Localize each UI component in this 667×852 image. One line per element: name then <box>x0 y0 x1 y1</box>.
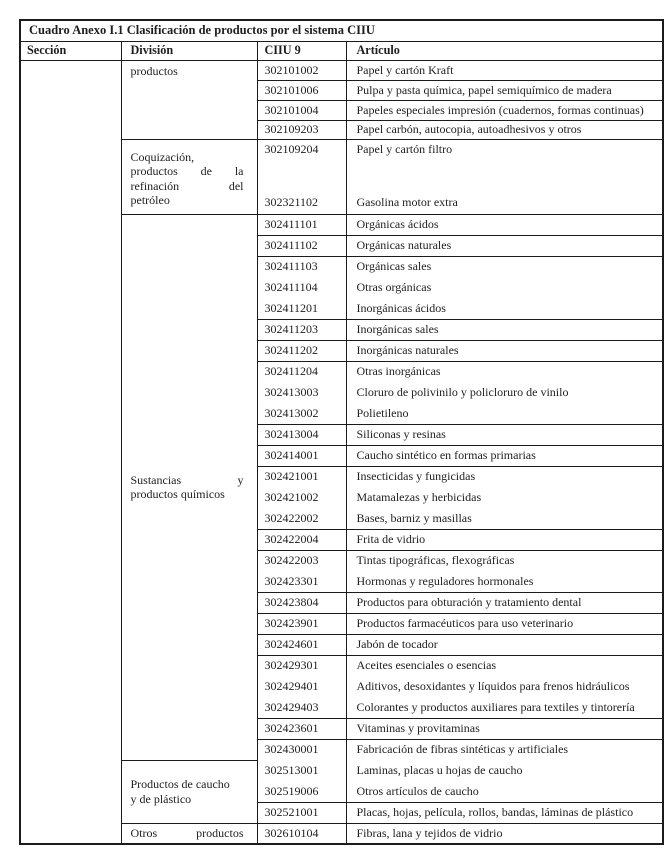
article-cell: Papeles especiales impresión (cuadernos, formas continuas) <box>346 100 663 120</box>
ciiu-code-cell: 302413003 <box>257 382 346 403</box>
article-cell: Papel y cartón Kraft <box>346 60 663 80</box>
table-title-row <box>20 20 663 41</box>
column-header-ciiu9: CIIU 9 <box>257 41 346 60</box>
article-cell: Vitaminas y provitaminas <box>346 718 663 739</box>
ciiu-code-cell: 302411202 <box>257 340 346 361</box>
ciiu-code-cell: 302411103 <box>257 256 346 277</box>
article-cell: Otras inorgánicas <box>356 364 441 379</box>
division-cell-coquizacion <box>121 139 257 214</box>
ciiu-code-cell: 302424601 <box>257 634 346 655</box>
article-cell: Jabón de tocador <box>346 634 663 655</box>
article-cell: Fibras, lana y tejidos de vidrio <box>346 823 663 844</box>
ciiu-code-cell: 302109203 <box>257 120 346 139</box>
ciiu-code-cell: 302422002 <box>257 508 346 529</box>
table-title: Cuadro Anexo I.1 Clasificación de productos por el sistema CIIU <box>20 20 663 41</box>
division-cell-productos <box>121 60 257 139</box>
ciiu-code-cell: 302109204 <box>257 139 346 159</box>
article-cell: Hormonas y reguladores hormonales <box>346 571 663 592</box>
table-header-row <box>20 41 663 60</box>
article-cell: Aditivos, desoxidantes y líquidos para frenos hidráulicos <box>356 679 630 693</box>
article-cell: Inorgánicas naturales <box>346 340 663 361</box>
ciiu-code-cell: 302421001 <box>257 466 346 487</box>
article-cell: Siliconas y resinas <box>346 424 663 445</box>
division-line: Productos de caucho <box>130 777 230 791</box>
article-cell: Papel carbón, autocopia, autoadhesivos y otros <box>346 120 663 139</box>
article-cell: Orgánicas ácidos <box>346 214 663 235</box>
article-cell: Laminas, placas u hojas de caucho <box>356 763 523 777</box>
ciiu-code-cell: 302513001 <box>257 760 346 781</box>
seccion-cell-empty <box>20 60 121 844</box>
ciiu-code-cell: 302101004 <box>257 100 346 120</box>
ciiu-code-cell: 302421002 <box>257 487 346 508</box>
ciiu-code-cell: 302610104 <box>257 823 346 844</box>
article-cell: Fabricación de fibras sintéticas y artificiales <box>356 742 569 757</box>
article-cell: Orgánicas sales <box>356 259 432 274</box>
ciiu-code-cell: 302414001 <box>257 445 346 466</box>
ciiu-code-cell: 302422003 <box>257 550 346 571</box>
article-cell: Tintas tipográficas, flexográficas <box>356 553 515 568</box>
ciiu-code-cell: 302429403 <box>257 697 346 718</box>
ciiu-code-cell: 302411101 <box>257 214 346 235</box>
article-cell: Aceites esenciales o esencias <box>356 658 497 673</box>
division-line: petróleo <box>130 193 170 207</box>
column-header-division: División <box>121 41 257 60</box>
article-cell: Polietileno <box>346 403 663 424</box>
division-line: productos de la <box>130 164 244 178</box>
ciiu-code-cell: 302423901 <box>257 613 346 634</box>
ciiu-code-cell: 302411201 <box>257 298 346 319</box>
article-cell: Papel y cartón filtro <box>356 141 453 156</box>
division-line: Coquización, <box>130 149 195 164</box>
ciiu-classification-table <box>19 19 664 845</box>
ciiu-code-cell: 302411203 <box>257 319 346 340</box>
article-cell: Pulpa y pasta química, papel semiquímico de madera <box>346 80 663 100</box>
division-line: y de plástico <box>130 791 192 806</box>
article-cell: Otros artículos de caucho <box>346 781 663 802</box>
article-cell: Frita de vidrio <box>346 529 663 550</box>
article-cell: Placas, hojas, película, rollos, bandas, láminas de plástico <box>346 802 663 823</box>
ciiu-code-cell: 302519006 <box>257 781 346 802</box>
column-header-seccion: Sección <box>20 41 121 60</box>
ciiu-code-cell: 302413002 <box>257 403 346 424</box>
division-cell-caucho-plastico <box>121 760 257 823</box>
article-cell: Gasolina motor extra <box>346 159 663 214</box>
ciiu-code-cell: 302429301 <box>257 655 346 676</box>
division-line: Sustancias y <box>130 472 244 487</box>
ciiu-code-cell: 302411104 <box>257 277 346 298</box>
division-line: refinación del <box>130 178 244 193</box>
division-cell-otros-productos <box>121 823 257 844</box>
ciiu-code-cell: 302411102 <box>257 235 346 256</box>
article-cell: Colorantes y productos auxiliares para textiles y tintorería <box>346 697 663 718</box>
ciiu-code-cell: 302521001 <box>257 802 346 823</box>
ciiu-code-cell: 302101006 <box>257 80 346 100</box>
ciiu-code-cell: 302101002 <box>257 60 346 80</box>
ciiu-code-cell: 302423601 <box>257 718 346 739</box>
article-cell: Insecticidas y fungicidas <box>356 469 476 484</box>
column-header-articulo: Artículo <box>346 41 663 60</box>
ciiu-code-cell: 302321102 <box>257 159 346 214</box>
ciiu-code-cell: 302429401 <box>257 676 346 697</box>
ciiu-code-cell: 302423804 <box>257 592 346 613</box>
article-cell: Inorgánicas ácidos <box>346 298 663 319</box>
article-cell: Bases, barniz y masillas <box>346 508 663 529</box>
ciiu-code-cell: 302413004 <box>257 424 346 445</box>
article-cell: Productos farmacéuticos para uso veterinario <box>346 613 663 634</box>
article-cell: Matamalezas y herbicidas <box>356 490 482 504</box>
ciiu-code-cell: 302411204 <box>257 361 346 382</box>
article-cell: Caucho sintético en formas primarias <box>346 445 663 466</box>
division-line: Otros productos <box>130 826 244 840</box>
table-row <box>20 60 663 80</box>
division-line: productos químicos <box>130 487 225 501</box>
division-cell-sustancias <box>121 214 257 760</box>
ciiu-code-cell: 302430001 <box>257 739 346 760</box>
ciiu-code-cell: 302422004 <box>257 529 346 550</box>
division-line: productos <box>130 63 178 78</box>
article-cell: Cloruro de polivinilo y policloruro de vinilo <box>356 385 569 399</box>
article-cell: Otras orgánicas <box>356 280 432 294</box>
article-cell: Productos para obturación y tratamiento dental <box>346 592 663 613</box>
article-cell: Inorgánicas sales <box>346 319 663 340</box>
ciiu-code-cell: 302423301 <box>257 571 346 592</box>
article-cell: Orgánicas naturales <box>346 235 663 256</box>
